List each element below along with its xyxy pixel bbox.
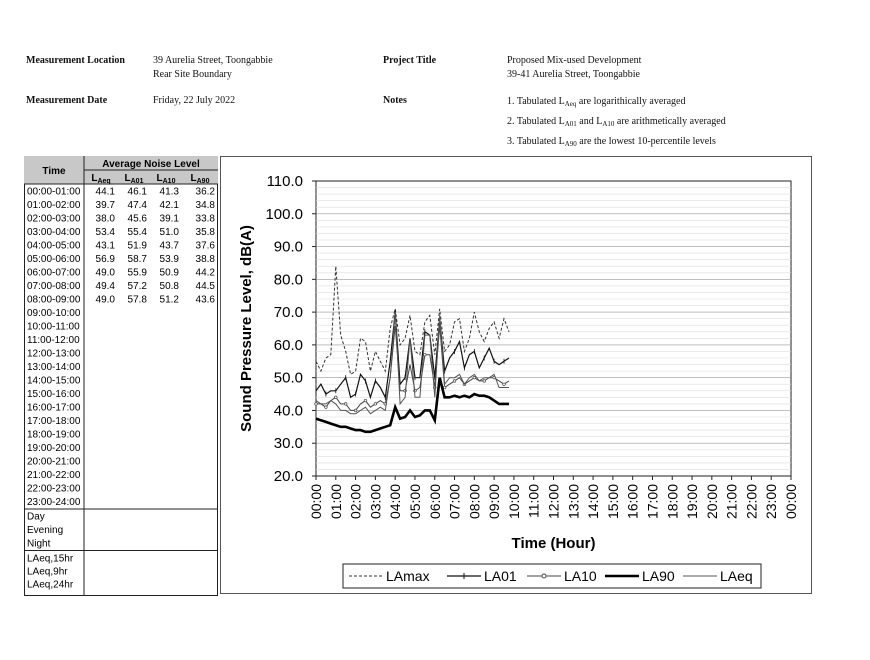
x-tick-label: 05:00 [406,484,423,520]
point-la10 [483,380,486,383]
chart-svg [221,157,811,593]
table-row-time: 11:00-12:00 [27,335,80,346]
table-period-row: Evening [27,525,64,536]
y-tick-label: 90.0 [273,238,303,256]
y-axis-label: Sound Pressure Level, dB(A) [238,225,255,432]
point-la10 [325,406,328,409]
table-col-header: $L_{A10}$ [156,173,176,185]
table-group-header: Average Noise Level [102,159,200,170]
x-tick-label: 19:00 [684,484,701,520]
y-tick-label: 40.0 [273,402,303,420]
table-row-time: 12:00-13:00 [27,348,81,360]
x-tick-label: 20:00 [703,484,720,520]
x-tick-label: 00:00 [308,484,324,520]
table-row-time: 21:00-22:00 [27,470,81,481]
point-la10 [503,383,506,386]
table-row-time: 23:00-24:00 [27,497,81,508]
table-summary-row: LAeq,24hr [27,579,74,591]
table-row-value: 55.4 [127,227,147,238]
table-row-time: 20:00-21:00 [27,456,81,468]
x-tick-label: 02:00 [347,484,364,520]
chart-legend [343,564,761,588]
x-tick-label: 07:00 [446,484,463,520]
table-row-value: 38.8 [195,254,215,265]
table-row-value: 46.1 [127,186,147,198]
table-col-header: $L_{A90}$ [190,173,210,185]
table-row-value: 53.9 [159,254,179,265]
table-row-value: 39.7 [95,200,115,211]
table-row-value: 45.6 [127,213,147,225]
table-row-time: 14:00-15:00 [27,375,81,387]
x-tick-label: 16:00 [624,484,641,520]
table-row-value: 38.0 [95,213,115,225]
x-tick-label: 06:00 [426,484,443,520]
project-title-value: Proposed Mix-used Development 39-41 Aurelia Street, Toongabbie [507,55,642,80]
x-tick-label: 10:00 [505,484,522,520]
measurement-location-label: Measurement Location [26,55,125,66]
point-la10 [374,403,377,406]
x-tick-label: 21:00 [723,484,740,520]
measurement-date-label: Measurement Date [26,95,108,106]
plot-area [316,181,791,476]
note-2: 2. Tabulated $L_{A01}$ and $L_{A10}$ are arithmetically averaged [507,116,726,128]
table-row-value: 50.8 [159,281,179,292]
y-tick-label: 20.0 [273,468,303,485]
x-tick-label: 08:00 [466,484,483,520]
table-row-time: 15:00-16:00 [27,389,81,400]
table-row-value: 57.2 [127,281,147,292]
table-row-time: 16:00-17:00 [27,402,81,414]
noise-chart [220,156,812,594]
point-la10 [334,396,337,399]
table-row-value: 34.8 [195,200,215,211]
table-row-time: 19:00-20:00 [27,443,81,454]
legend-label-la90: LA90 [642,568,675,584]
note-3: 3. Tabulated $L_{A90}$ are the lowest 10-percentile levels [507,136,716,148]
table-row-value: 37.6 [195,240,215,252]
table-row-value: 56.9 [95,254,115,265]
x-tick-label: 14:00 [585,484,602,520]
y-tick-label: 110.0 [266,173,303,190]
x-tick-label: 00:00 [783,484,799,520]
y-tick-label: 100.0 [265,205,303,223]
y-tick-label: 70.0 [273,304,303,322]
table-row-value: 55.9 [127,267,147,279]
table-row-value: 53.4 [95,227,115,238]
legend-label-la01: LA01 [484,568,517,584]
table-row-value: 58.7 [127,254,147,265]
x-tick-label: 01:00 [327,484,344,520]
legend-label-lamax: LAmax [386,568,430,584]
table-row-value: 57.8 [127,294,147,306]
table-row-time: 02:00-03:00 [27,213,81,225]
table-row-value: 51.9 [127,240,147,252]
y-tick-label: 50.0 [273,369,303,387]
table-summary-row: LAeq,9hr [27,566,68,578]
x-tick-label: 17:00 [644,484,661,520]
point-la10 [424,353,427,356]
table-row-time: 00:00-01:00 [27,186,81,198]
table-row-value: 41.3 [159,186,179,198]
x-tick-label: 13:00 [565,484,582,520]
table-row-time: 09:00-10:00 [27,308,81,319]
notes-list [507,93,726,153]
x-axis-label: Time (Hour) [511,535,596,552]
table-row-value: 44.2 [195,267,215,279]
x-tick-label: 03:00 [367,484,384,520]
table-row-value: 33.8 [195,213,215,225]
table-row-value: 51.2 [159,294,179,306]
table-row-time: 07:00-08:00 [27,281,81,292]
legend-marker [542,574,546,578]
table-row-value: 35.8 [195,227,215,238]
table-row-time: 08:00-09:00 [27,294,81,306]
point-la10 [453,380,456,383]
measurement-date-value: Friday, 22 July 2022 [153,95,236,106]
note-1: 1. Tabulated $L_{Aeq}$ are logarithically averaged [507,96,686,108]
x-tick-label: 11:00 [525,484,542,518]
table-row-value: 43.1 [95,240,115,252]
point-la10 [344,403,347,406]
x-tick-label: 23:00 [763,484,780,520]
table-col-header: $L_{A01}$ [124,173,144,185]
table-row-time: 17:00-18:00 [27,416,81,427]
table-col-header: $L_{Aeq}$ [91,173,111,185]
table-row-value: 43.7 [159,240,179,252]
x-tick-label: 22:00 [743,484,760,520]
table-time-header: Time [42,166,66,177]
legend-label-la10: LA10 [564,568,597,584]
table-row-value: 36.2 [195,186,215,198]
x-tick-label: 04:00 [387,484,404,520]
table-row-value: 49.0 [95,294,115,306]
point-la10 [354,409,357,412]
table-row-value: 49.4 [95,281,115,292]
project-title-label: Project Title [383,55,437,66]
table-row-value: 47.4 [127,200,147,211]
table-row-time: 01:00-02:00 [27,200,81,211]
table-row-value: 44.1 [95,186,115,198]
table-row-value: 39.1 [159,213,179,225]
x-tick-label: 18:00 [664,484,681,520]
y-tick-label: 30.0 [273,435,303,453]
table-row-value: 42.1 [159,200,179,211]
notes-label: Notes [383,95,407,106]
table-period-row: Day [27,511,45,523]
point-la10 [473,376,476,379]
table-row-time: 03:00-04:00 [27,227,81,238]
table-row-time: 13:00-14:00 [27,362,81,373]
legend-label-laeq: LAeq [720,568,753,584]
x-tick-label: 15:00 [604,484,621,520]
point-la10 [364,399,367,402]
table-period-row: Night [27,538,51,550]
noise-level-table [24,156,218,596]
table-summary-row: LAeq,15hr [27,553,74,565]
table-row-time: 05:00-06:00 [27,254,81,265]
table-row-time: 04:00-05:00 [27,240,81,252]
point-la10 [443,386,446,389]
table-row-value: 43.6 [195,294,215,306]
table-row-time: 18:00-19:00 [27,429,81,441]
y-tick-label: 60.0 [273,336,303,354]
y-tick-label: 80.0 [273,271,303,289]
measurement-location-value: 39 Aurelia Street, Toongabbie Rear Site Boundary [153,55,273,80]
x-tick-label: 09:00 [486,484,503,520]
table-row-value: 44.5 [195,281,215,292]
x-tick-label: 12:00 [545,484,562,520]
table-row-time: 22:00-23:00 [27,483,81,495]
point-la10 [315,403,318,406]
table-row-value: 50.9 [159,267,179,279]
table-row-time: 10:00-11:00 [27,321,80,333]
table-row-value: 51.0 [159,227,179,238]
table-row-time: 06:00-07:00 [27,267,81,279]
table-row-value: 49.0 [95,267,115,279]
